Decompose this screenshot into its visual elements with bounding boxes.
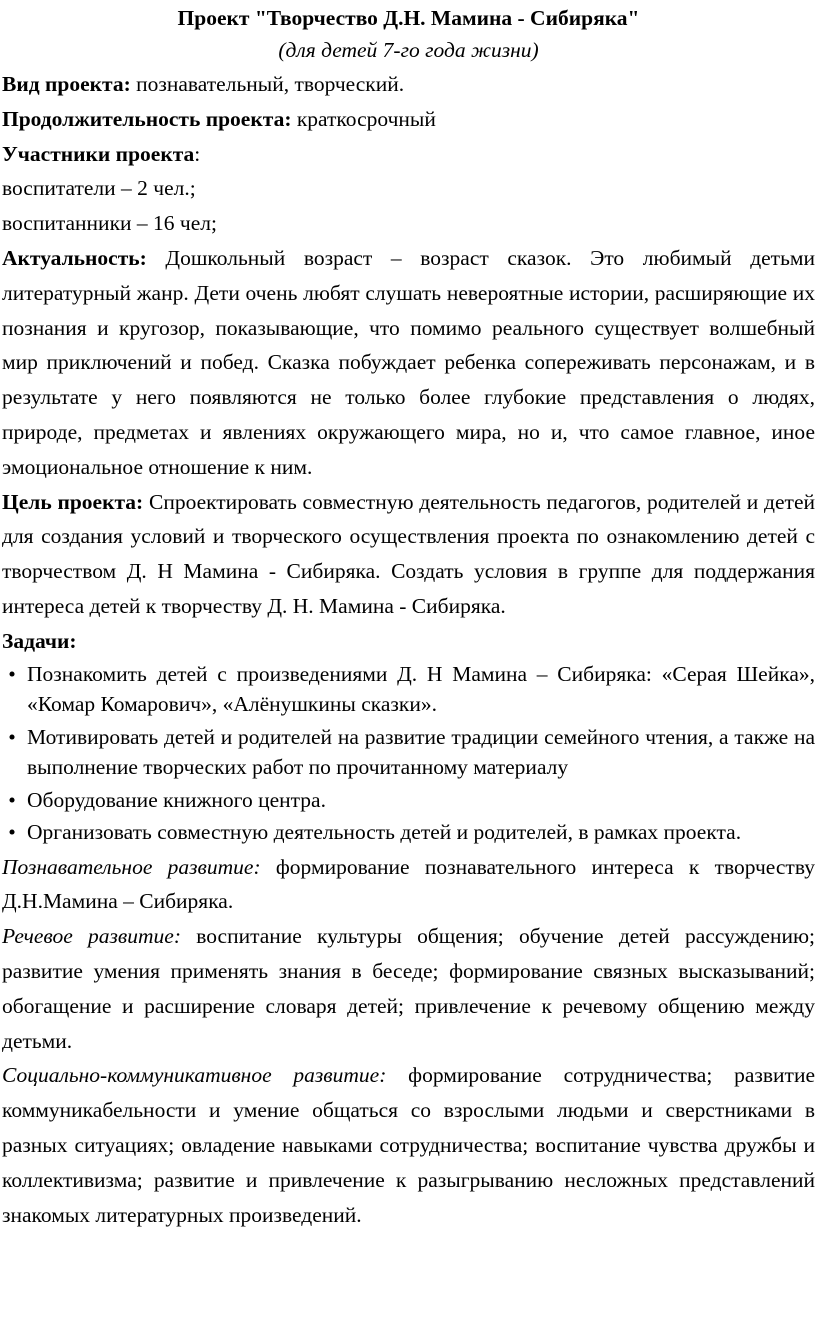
relevance-paragraph [2,241,815,485]
project-type-label: Вид проекта: [2,72,131,96]
task-text: Мотивировать детей и родителей на развитие традиции семейного чтения, а также на выполнение творческих работ по прочитанному материалу [27,724,815,780]
task-item [2,817,815,848]
participants-line [2,137,815,172]
task-item [2,785,815,816]
document-subtitle: (для детей 7-го года жизни) [278,38,539,62]
bullet-icon: • [8,724,16,749]
participants-colon: : [194,141,201,166]
goal-paragraph [2,485,815,624]
social-label: Социально-коммуникативное развитие: [2,1063,387,1088]
duration-value: краткосрочный [291,106,436,131]
participants-item: воспитанники – 16 чел; [2,211,217,236]
speech-paragraph [2,919,815,1058]
task-item [2,722,815,783]
task-text: Познакомить детей с произведениями Д. Н Мамина – Сибиряка: «Серая Шейка», «Комар Комарович», «Алёнушкины сказки». [27,661,815,717]
goal-label: Цель проекта: [2,489,144,514]
participants-label: Участники проекта [2,141,195,166]
bullet-icon: • [8,661,16,686]
bullet-icon: • [8,787,16,812]
duration-label: Продолжительность проекта: [2,106,292,131]
speech-text: воспитание культуры общения; обучение детей рассуждению; развитие умения применять знания в беседе; формирование связных высказываний; обогащение и расширение словаря детей; привлечение к речевому общению между детьми. [2,924,815,1053]
tasks-label: Задачи: [2,628,77,653]
participants-item: воспитатели – 2 чел.; [2,176,196,201]
cognitive-paragraph [2,850,815,920]
document-title: Проект "Творчество Д.Н. Мамина - Сибиряка" [177,6,640,30]
goal-text: Спроектировать совместную деятельность педагогов, родителей и детей для создания условий и творческого осуществления проекта по ознакомлению детей с творчеством Д. Н Мамина - Сибиряка. Создать условия в группе для поддержания интереса детей к творчеству Д. Н. Мамина - Сибиряка. [2,489,815,618]
social-text: формирование сотрудничества; развитие коммуникабельности и умение общаться со взрослыми людьми и сверстниками в разных ситуациях; овладение навыками сотрудничества; воспитание чувства дружбы и коллективизма; развитие и привлечение к разыгрыванию несложных представлений знакомых литературных произведений. [2,1063,815,1227]
task-item [2,659,815,720]
task-text: Оборудование книжного центра. [27,787,326,812]
duration-line [2,102,815,137]
tasks-heading [2,624,815,659]
speech-label: Речевое развитие: [2,924,181,949]
bullet-icon: • [8,820,16,845]
relevance-label: Актуальность: [2,245,147,270]
task-text: Организовать совместную деятельность детей и родителей, в рамках проекта. [27,820,742,845]
cognitive-label: Познавательное развитие: [2,854,261,879]
relevance-text: Дошкольный возраст – возраст сказок. Это любимый детьми литературный жанр. Дети очень любят слушать невероятные истории, расширяющие их познания и кругозор, показывающие, что помимо реального существует волшебный мир приключений и побед. Сказка побуждает ребенка сопереживать персонажам, и в результате у него появляются не только более глубокие представления о людях, природе, предметах и явлениях окружающего мира, но и, что самое главное, иное эмоциональное отношение к ним. [2,245,815,479]
social-paragraph [2,1058,815,1232]
project-type-value: познавательный, творческий. [130,72,405,96]
cognitive-text: формирование познавательного интереса к творчеству Д.Н.Мамина – Сибиряка. [2,854,815,914]
project-type-line [2,67,815,102]
tasks-list [2,659,815,848]
